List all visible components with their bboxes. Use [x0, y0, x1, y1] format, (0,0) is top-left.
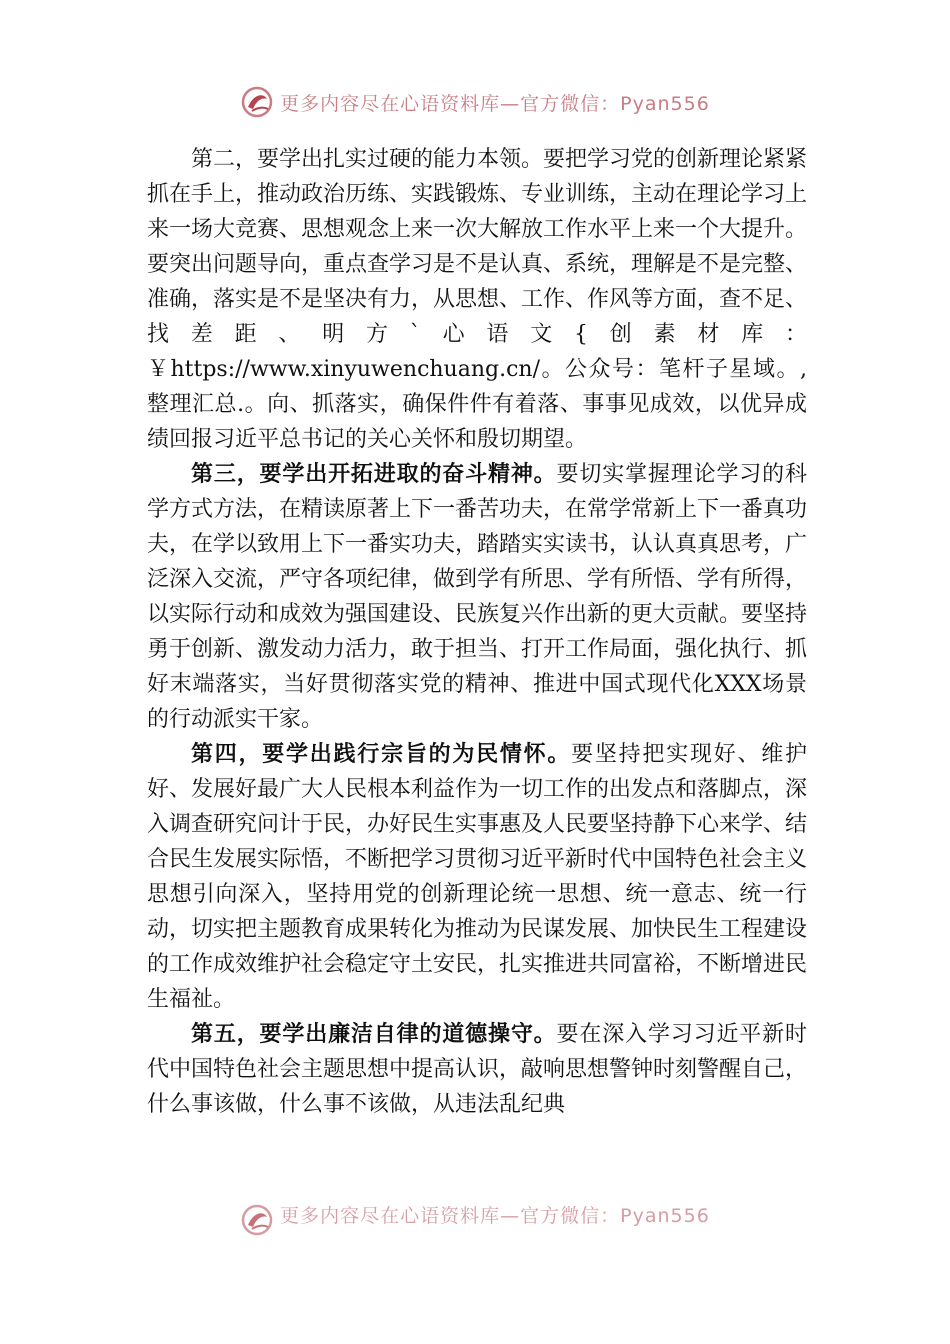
paragraph — [147, 142, 807, 457]
paragraph-body: 要坚持把实现好、维护好、发展好最广大人民根本利益作为一切工作的出发点和落脚点，深入调查研究问计于民，办好民生实事惠及人民要坚持静下心来学、结合民生发展实际悟，不断把学习贯彻习近平新时代中国特色社会主义思想引向深入，坚持用党的创新理论统一思想、统一意志、统一行动，切实把主题教育成果转化为推动为民谋发展、加快民生工程建设的工作成效维护社会稳定守土安民，扎实推进共同富裕，不断增进民生福祉。 — [147, 742, 808, 1012]
paragraph-heading: 第五，要学出廉洁自律的道德操守。 — [191, 1021, 557, 1047]
article-body — [147, 142, 807, 1122]
paragraph — [147, 737, 807, 1017]
paragraph-heading: 第三，要学出开拓进取的奋斗精神。 — [191, 461, 557, 487]
paragraph — [147, 457, 807, 737]
brush-swirl-logo-icon — [240, 1203, 274, 1237]
header-watermark — [0, 82, 950, 122]
paragraph-heading: 第四，要学出践行宗旨的为民情怀。 — [191, 741, 572, 767]
paragraph-body: 第二，要学出扎实过硬的能力本领。要把学习党的创新理论紧紧抓在手上，推动政治历练、实践锻炼、专业训练，主动在理论学习上来一场大竞赛、思想观念上来一次大解放工作水平上来一个大提升。要突出问题导向，重点查学习是不是认真、系统，理解是不是完整、准确，落实是不是坚决有力，从思想、工作、作风等方面，查不足、找差距、明方`心语文{创素材库：￥https://www.xinyuwenchuang.cn/。公众号：笔杆子星域。,整理汇总.。向、抓落实，确保件件有着落、事事见成效，以优异成绩回报习近平总书记的关心关怀和殷切期望。 — [147, 147, 808, 452]
paragraph-body: 要在深入学习习近平新时代中国特色社会主题思想中提高认识，敲响思想警钟时刻警醒自己，什么事该做，什么事不该做，从违法乱纪典 — [147, 1022, 808, 1117]
header-watermark-text: 更多内容尽在心语资料库—官方微信：Pyan556 — [280, 92, 710, 115]
paragraph — [147, 1017, 807, 1122]
footer-watermark — [0, 1202, 950, 1238]
brush-swirl-logo-icon — [240, 85, 274, 119]
footer-watermark-text: 更多内容尽在心语资料库—官方微信：Pyan556 — [280, 1204, 710, 1227]
paragraph-body: 要切实掌握理论学习的科学方式方法，在精读原著上下一番苦功夫，在常学常新上下一番真功夫，在学以致用上下一番实功夫，踏踏实实读书，认认真真思考，广泛深入交流，严守各项纪律，做到学有所思、学有所悟、学有所得，以实际行动和成效为强国建设、民族复兴作出新的更大贡献。要坚持勇于创新、激发动力活力，敢于担当、打开工作局面，强化执行、抓好末端落实，当好贯彻落实党的精神、推进中国式现代化XXX场景的行动派实干家。 — [147, 462, 808, 732]
